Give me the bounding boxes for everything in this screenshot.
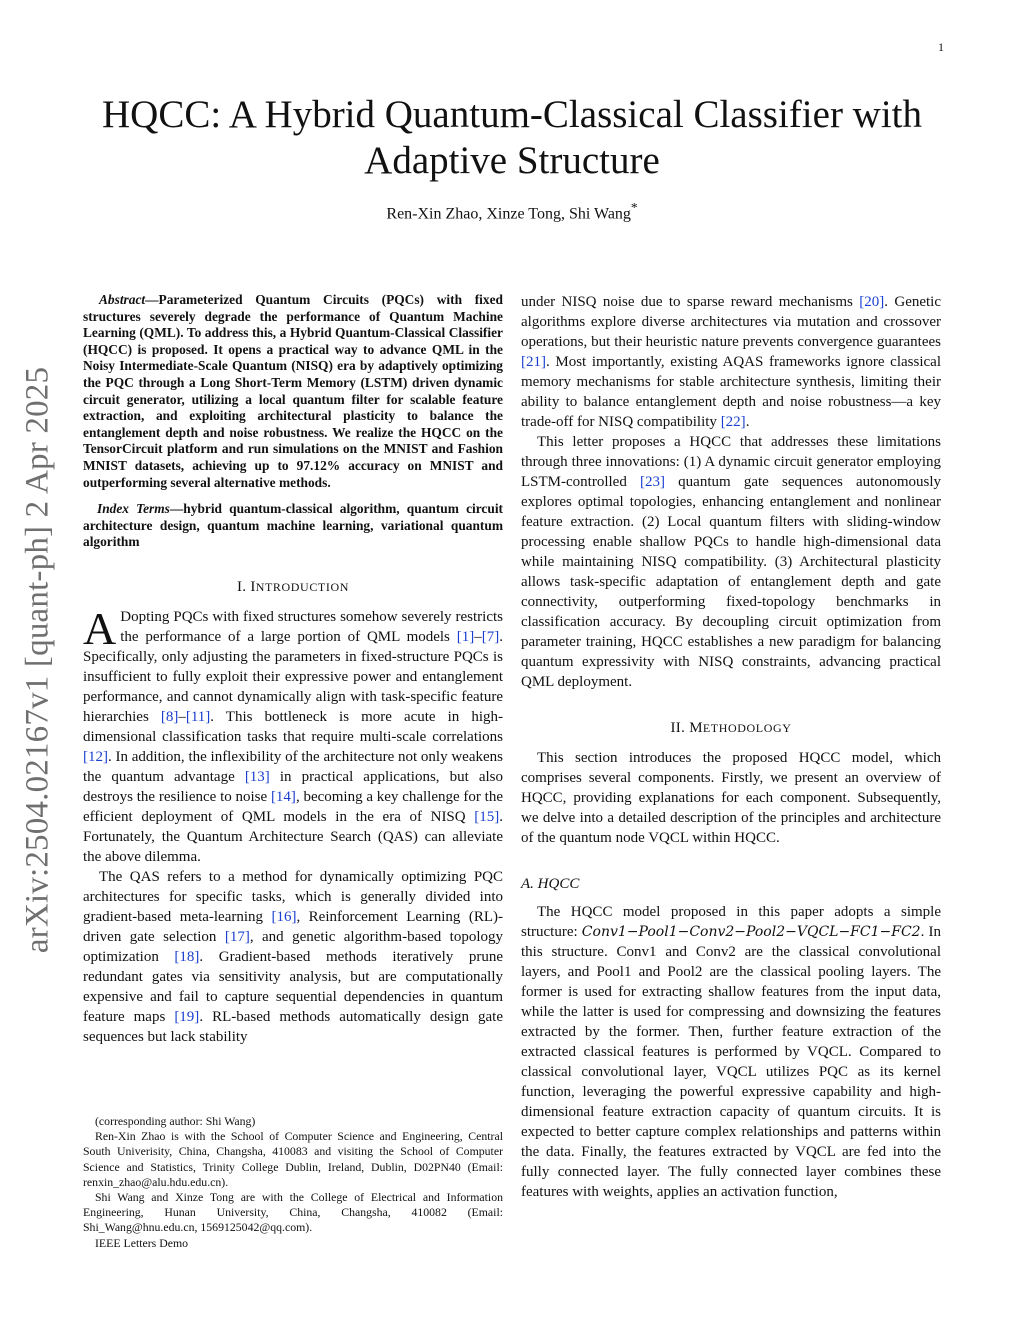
section-heading-introduction: I. INTRODUCTION <box>237 578 349 595</box>
page-number: 1 <box>938 40 944 54</box>
methodology-paragraph: This section introduces the proposed HQCC model, which comprises several components. Firstly, we present an overview of HQCC, providing explanations for each component. Subsequently, we delve into a detailed description of the principles and architecture of the quantum node VQCL within HQCC. <box>521 750 941 846</box>
citation-link[interactable]: [15] <box>474 808 500 825</box>
citation-link[interactable]: [1] <box>456 628 475 645</box>
citation-link[interactable]: [13] <box>244 768 270 785</box>
arxiv-sidebar <box>0 0 60 1325</box>
arxiv-identifier: arXiv:2504.02167v1 [quant-ph] 2 Apr 2025 <box>19 366 56 954</box>
abstract-text: —Parameterized Quantum Circuits (PQCs) with fixed structures severely degrade the performance of Quantum Machine Learning (QML). To address this, a Hybrid Quantum-Classical Classifier (HQCC) is proposed. It opens a practical way to advance QML in the Noisy Intermediate-Scale Quantum (NISQ) era by adaptively optimizing the PQC through a Long Short-Term Memory (LSTM) driven dynamic circuit generator, utilizing a local quantum filter for scalable feature extraction, and exploiting architectural plasticity to balance the entanglement depth and noise robustness. We realize the HQCC on the TensorCircuit platform and run simulations on the MNIST and Fashion MNIST datasets, achieving up to 97.12% accuracy on MNIST and outperforming several alternative methods. <box>83 292 503 490</box>
title-line-1: HQCC: A Hybrid Quantum-Classical Classifier with <box>101 93 923 136</box>
paper-title <box>60 92 964 184</box>
footnote-venue: IEEE Letters Demo <box>95 1235 189 1250</box>
citation-link[interactable]: [21] <box>521 354 546 370</box>
citation-link[interactable]: [16] <box>271 908 297 925</box>
citation-link[interactable]: [20] <box>859 294 885 310</box>
abstract-label: Abstract <box>99 292 146 307</box>
index-terms <box>83 501 503 551</box>
corresponding-mark: * <box>630 200 638 215</box>
footnotes <box>83 1114 503 1251</box>
footnote-affiliation-1: Ren-Xin Zhao is with the School of Computer Science and Engineering, Central South Univerisity, China, Changsha, 410083 and visiting the School of Computer Science and Statistics, Trinity College Dublin, Ireland, Dublin, D02PN40 (Email: renxin_zhao@alu.hdu.edu.cn). <box>83 1129 503 1189</box>
citation-link[interactable]: [8] <box>160 708 179 725</box>
subsection-heading-hqcc: A. HQCC <box>521 876 580 892</box>
citation-link[interactable]: [7] <box>481 628 500 645</box>
right-column <box>521 292 941 1202</box>
abstract <box>83 292 503 491</box>
structure-formula: Conv1−Pool1−Conv2−Pool2−VQCL−FC1−FC2 <box>581 924 921 940</box>
hqcc-paragraph: The HQCC model proposed in this paper adopts a simple structure: Conv1−Pool1−Conv2−Pool2−VQCL−FC1−FC2. In this structure. Conv1 and Conv2 are the classical convolutional layers, and Pool1 and Pool2 are the classical pooling layers. The former is used for extracting shallow features from the input data, while the latter is used for compressing and downsizing the features extracted by the former. Then, further feature extraction of the extracted classical features is performed by VQCL. Compared to classical convolutional layer, VQCL utilizes PQC as its kernel function, leveraging the powerful expressive capability and high-dimensional feature extraction capacity of quantum circuits. It is expected to better capture complex relationships and patterns within the data. Finally, the features extracted by VQCL are fed into the fully connected layer. The fully connected layer combines these features with weights, applies an activation function, <box>521 904 941 1200</box>
related-work-paragraph: under NISQ noise due to sparse reward mechanisms [20]. Genetic algorithms explore diverse architectures via mutation and crossover operations, but their heuristic nature prevents convergence guarantees [21]. Most importantly, existing AQAS frameworks ignore classical memory mechanisms for stable architecture synthesis, limiting their ability to balance entanglement depth and noise robustness—a key trade-off for NISQ compatibility [22]. <box>521 294 942 430</box>
citation-link[interactable]: [12] <box>83 748 108 765</box>
section-heading-methodology: II. METHODOLOGY <box>670 720 792 736</box>
citation-link[interactable]: [11] <box>185 708 211 725</box>
citation-link[interactable]: [22] <box>720 414 746 430</box>
footnote-affiliation-2: Shi Wang and Xinze Tong are with the College of Electrical and Information Engineering, Hunan University, China, Changsha, 410082 (Email: Shi_Wang@hnu.edu.cn, 1569125042@qq.com). <box>83 1190 503 1235</box>
intro-paragraph-1: A Dopting PQCs with fixed structures somehow severely restricts the performance of a large portion of QML models [1]–[7]. Specifically, only adjusting the parameters in fixed-structure PQCs is insufficient to fully exploit their expressive power and entanglement performance, and cannot dynamically align with task-specific feature hierarchies [8]–[11]. This bottleneck is more acute in high-dimensional classification tasks that require multi-scale correlations [12]. In addition, the inflexibility of the architecture not only weakens the quantum advantage [13] in practical applications, but also destroys the resilience to noise [14], becoming a key challenge for the efficient deployment of QML models in the era of NISQ [15]. Fortunately, the Quantum Architecture Search (QAS) can alleviate the above dilemma. <box>83 602 504 865</box>
drop-cap: A <box>83 602 117 654</box>
index-terms-text: —hybrid quantum-classical algorithm, quantum circuit architecture design, quantum machine learning, variational quantum algorithm <box>83 501 504 550</box>
footnote-corresponding: (corresponding author: Shi Wang) <box>95 1114 256 1128</box>
citation-link[interactable]: [19] <box>174 1008 200 1025</box>
index-terms-label: Index Terms <box>97 501 170 517</box>
title-line-2: Adaptive Structure <box>364 139 660 182</box>
author-list <box>60 200 964 223</box>
citation-link[interactable]: [18] <box>174 948 200 965</box>
citation-link[interactable]: [17] <box>224 928 250 945</box>
authors-text: Ren-Xin Zhao, Xinze Tong, Shi Wang <box>386 205 631 223</box>
intro-paragraph-2: The QAS refers to a method for dynamically optimizing PQC architectures for specific tasks, which is generally divided into gradient-based meta-learning [16], Reinforcement Learning (RL)-driven gate selection [17], and genetic algorithm-based topology optimization [18]. Gradient-based methods iteratively prune redundant gates via sensitivity analysis, but are computationally expensive and fail to capture sequential dependencies in quantum feature maps [19]. RL-based methods automatically design gate sequences but lack stability <box>83 868 504 1045</box>
contributions-paragraph: This letter proposes a HQCC that addresses these limitations through three innovations: (1) A dynamic circuit generator employing LSTM-controlled [23] quantum gate sequences autonomously explores optimal topologies, enhancing entanglement and nonlinear feature extraction. (2) Local quantum filters with sliding-window processing enable shallow PQCs to handle high-dimensional data while maintaining NISQ compatibility. (3) Architectural plasticity allows task-specific adaptation of entanglement depth and gate connectivity, outperforming fixed-topology benchmarks in classification accuracy. By decoupling circuit optimization from parameter training, HQCC establishes a new paradigm for balancing quantum expressivity with NISQ constraints, advancing practical QML deployment. <box>521 434 941 690</box>
citation-link[interactable]: [14] <box>270 788 296 805</box>
citation-link[interactable]: [23] <box>640 474 665 490</box>
left-column <box>83 292 503 1047</box>
